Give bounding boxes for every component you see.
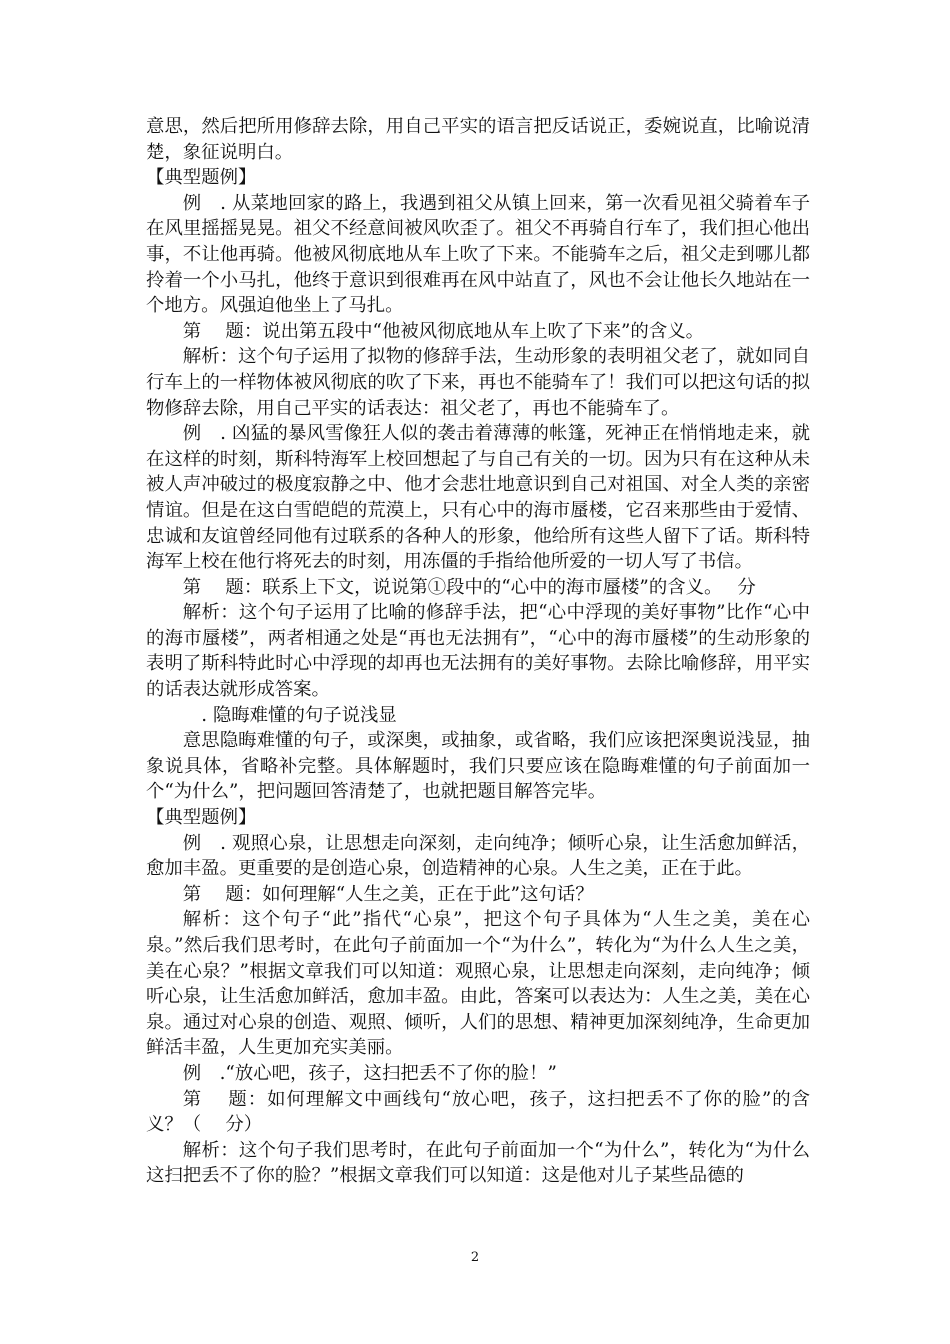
paragraph: 解析：这个句子运用了拟物的修辞手法，生动形象的表明祖父老了，就如同自行车上的一样物体被风彻底的吹了下来，再也不能骑车了！我们可以把这句话的拟物修辞去除，用自己平实的话表达：祖父老了，再也不能骑车了。 [146, 346, 810, 419]
paragraph: 意思，然后把所用修辞去除，用自己平实的语言把反话说正，委婉说直，比喻说清楚，象征说明白。 [146, 116, 810, 163]
paragraph: 解析：这个句子我们思考时，在此句子前面加一个“为什么”，转化为“为什么这扫把丢不了你的脸？”根据文章我们可以知道：这是他对儿子某些品德的 [146, 1139, 810, 1187]
paragraph: 例 . 观照心泉，让思想走向深刻，走向纯净；倾听心泉，让生活愈加鲜活，愈加丰盈。更重要的是创造心泉，创造精神的心泉。人生之美，正在于此。 [146, 832, 810, 880]
page-number: 2 [470, 1250, 480, 1265]
paragraph: 意思隐晦难懂的句子，或深奥，或抽象，或省略，我们应该把深奥说浅显，抽象说具体，省略补完整。具体解题时，我们只要应该在隐晦难懂的句子前面加一个“为什么”，把问题回答清楚了，也就把题目解答完毕。 [146, 730, 810, 803]
section-heading: 【典型题例】 [146, 807, 257, 829]
document-body [146, 114, 810, 1189]
paragraph: 第 题：如何理解“人生之美，正在于此”这句话？ [182, 883, 594, 905]
paragraph: 解析：这个句子运用了比喻的修辞手法，把“心中浮现的美好事物”比作“心中的海市蜃楼”，两者相通之处是“再也无法拥有”，“心中的海市蜃楼”的生动形象的表明了斯科特此时心中浮现的却再也无法拥有的美好事物。去除比喻修辞，用平实的话表达就形成答案。 [146, 602, 810, 701]
paragraph: 解析：这个句子“此”指代“心泉”，把这个句子具体为“人生之美，美在心泉。”然后我们思考时，在此句子前面加一个“为什么”，转化为“为什么人生之美，美在心泉？”根据文章我们可以知道：观照心泉，让思想走向深刻，走向纯净；倾听心泉，让生活愈加鲜活，愈加丰盈。由此，答案可以表达为：人生之美，美在心泉。通过对心泉的创造、观照、倾听，人们的思想、精神更加深刻纯净，生命更加鲜活丰盈，人生更加充实美丽。 [146, 909, 810, 1059]
section-heading: 【典型题例】 [146, 167, 257, 189]
paragraph: 例 . 凶猛的暴风雪像狂人似的袭击着薄薄的帐篷，死神正在悄悄地走来，就在这样的时刻，斯科特海军上校回想起了与自己有关的一切。因为只有在这种从未被人声冲破过的极度寂静之中、他才会悲壮地意识到自己对祖国、对全人类的亲密情谊。但是在这白雪皑皑的荒漠上，只有心中的海市蜃楼，它召来那些由于爱情、忠诚和友谊曾经同他有过联系的各种人的形象，他给所有这些人留下了话。斯科特海军上校在他行将死去的时刻，用冻僵的手指给他所爱的一切人写了书信。 [146, 423, 810, 573]
paragraph: 第 题：如何理解文中画线句“放心吧，孩子，这扫把丢不了你的脸”的含义？（ 分） [146, 1088, 810, 1136]
paragraph: 第 题：说出第五段中“他被风彻底地从车上吹了下来”的含义。 [182, 320, 704, 342]
paragraph: 例 .“放心吧，孩子，这扫把丢不了你的脸！” [182, 1062, 557, 1084]
paragraph: . 隐晦难懂的句子说浅显 [182, 704, 397, 726]
paragraph: 例 . 从菜地回家的路上，我遇到祖父从镇上回来，第一次看见祖父骑着车子在风里摇摇晃晃。祖父不经意间被风吹歪了。祖父不再骑自行车了，我们担心他出事，不让他再骑。他被风彻底地从车上吹了下来。不能骑车之后，祖父走到哪儿都拎着一个小马扎，他终于意识到很难再在风中站直了，风也不会让他长久地站在一个地方。风强迫他坐上了马扎。 [146, 192, 810, 317]
paragraph: 第 题：联系上下文，说说第①段中的“心中的海市蜃楼”的含义。 分 [182, 576, 756, 598]
